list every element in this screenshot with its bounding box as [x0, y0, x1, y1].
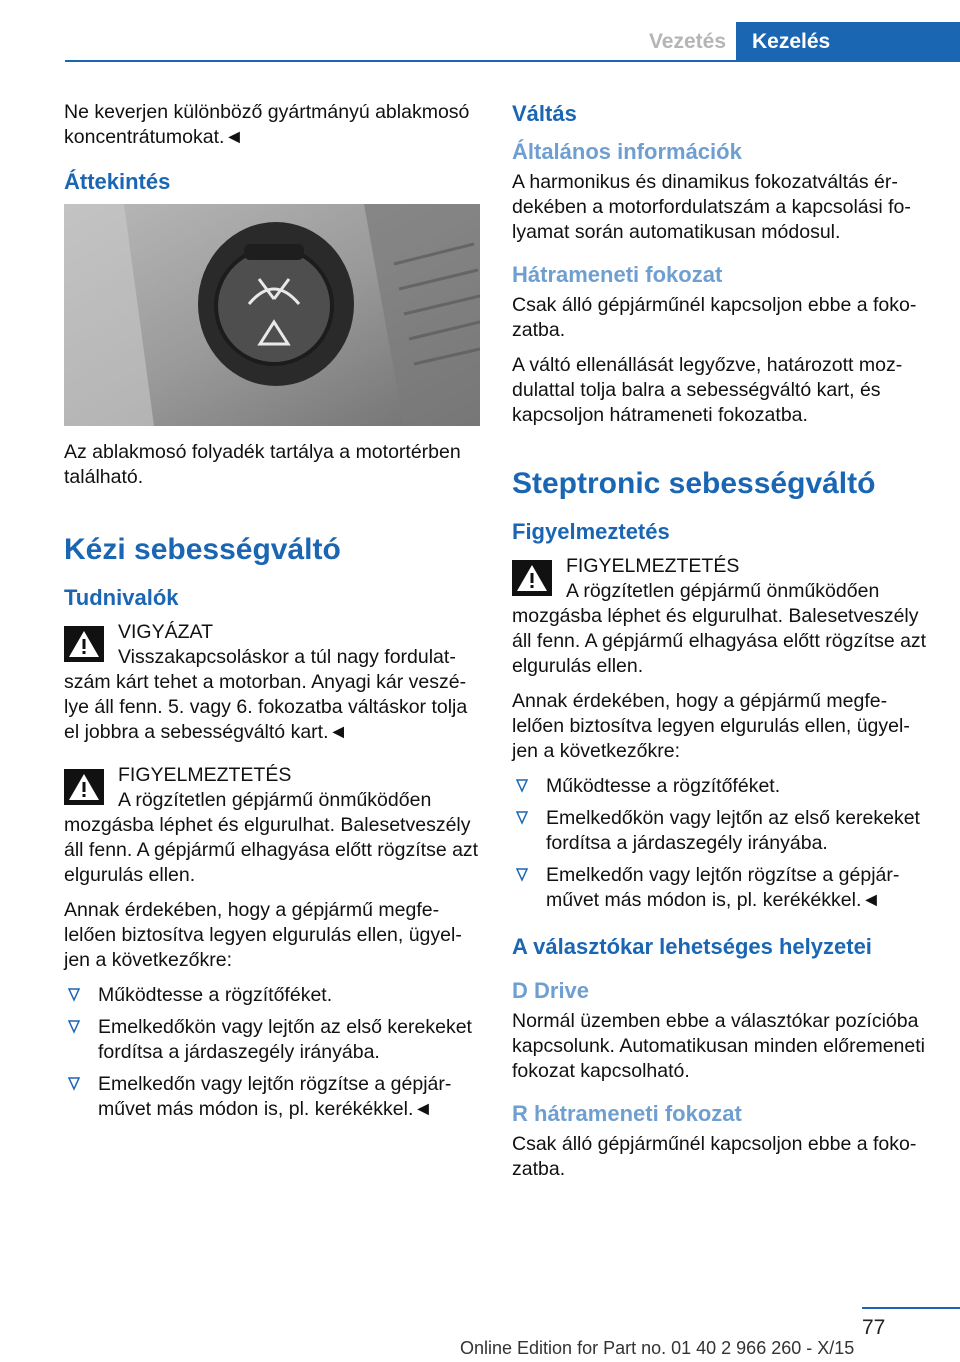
bullet-triangle-icon	[68, 1077, 80, 1091]
precaution-list	[64, 983, 480, 1122]
warning-steptronic-title: FIGYELMEZTETÉS	[566, 555, 740, 577]
steptronic-title: Steptronic sebességváltó	[512, 467, 876, 500]
reverse-heading: Hátrameneti fokozat	[512, 262, 723, 287]
drive-text: Normál üzemben ebbe a választókar pozícióba kapcsolunk. Automatikusan minden előremeneti fokozat kapcsolható.	[512, 1010, 925, 1082]
list-item: Emelkedőn vagy lejtőn rögzítse a gépjárművet más módon is, pl. kerékékkel.◄	[64, 1072, 480, 1122]
switching-heading: Váltás	[512, 101, 577, 126]
bullet-triangle-icon	[516, 868, 528, 882]
warning-steptronic	[512, 554, 928, 679]
warning-triangle-icon	[512, 560, 552, 596]
prevent-text: Annak érdekében, hogy a gépjármű megfelelően biztosítva legyen elgurulás ellen, ügyeljen a következőkre:	[64, 899, 462, 971]
bullet-triangle-icon	[516, 811, 528, 825]
bullet-triangle-icon	[68, 1020, 80, 1034]
general-text: A harmonikus és dinamikus fokozatváltás érdekében a motorfordulatszám a kapcsolási folyamat során automatikusan módosul.	[512, 171, 911, 243]
warning-rollaway	[64, 763, 480, 888]
washer-reservoir-photo	[64, 204, 480, 426]
precaution-list	[512, 774, 928, 913]
warning-triangle-icon	[64, 769, 104, 805]
r-text: Csak álló gépjárműnél kapcsoljon ebbe a fokozatba.	[512, 1133, 917, 1180]
r-heading: R hátrameneti fokozat	[512, 1101, 742, 1126]
reverse-text-1: Csak álló gépjárműnél kapcsoljon ebbe a fokozatba.	[512, 294, 917, 341]
warning-rollaway-text: A rögzítetlen gépjármű önműködően mozgásba léphet és elgurulhat. Balesetveszély áll fenn. A gépjármű elhagyása előtt rögzítse azt elgurulás ellen.	[64, 789, 479, 886]
warning-caution-title: VIGYÁZAT	[118, 621, 213, 643]
edition-text: Online Edition for Part no. 01 40 2 966 260 - X/15	[460, 1338, 855, 1358]
list-item: Emelkedőkön vagy lejtőn az első kerekeket fordítsa a járdaszegély irányába.	[512, 806, 928, 856]
warning-caution	[64, 620, 480, 745]
left-column	[64, 100, 480, 1134]
prevent-text: Annak érdekében, hogy a gépjármű megfelelően biztosítva legyen elgurulás ellen, ügyeljen a következőkre:	[512, 690, 910, 762]
warning-triangle-icon	[64, 626, 104, 662]
warning-steptronic-text: A rögzítetlen gépjármű önműködően mozgásba léphet és elgurulhat. Balesetveszély áll fenn. A gépjármű elhagyása előtt rögzítse azt elgurulás ellen.	[512, 580, 927, 677]
manual-gearbox-title: Kézi sebességváltó	[64, 533, 341, 566]
positions-heading: A választókar lehetséges helyzetei	[512, 934, 872, 959]
bullet-triangle-icon	[68, 988, 80, 1002]
tab-vezetes[interactable]: Vezetés	[648, 30, 726, 53]
photo-caption: Az ablakmosó folyadék tartálya a motortérben található.	[64, 441, 461, 488]
right-column	[512, 100, 928, 1192]
warning-heading: Figyelmeztetés	[512, 519, 670, 544]
list-item: Működtesse a rögzítőféket.	[64, 983, 480, 1008]
page-number: 77	[862, 1316, 886, 1339]
bullet-triangle-icon	[516, 779, 528, 793]
list-item: Emelkedőn vagy lejtőn rögzítse a gépjárművet más módon is, pl. kerékékkel.◄	[512, 863, 928, 913]
intro-text: Ne keverjen különböző gyártmányú ablakmosó koncentrátumokat.◄	[64, 101, 470, 148]
warning-caution-text: Visszakapcsoláskor a túl nagy fordulatszám kárt tehet a motorban. Anyagi kár veszélye áll fenn. 5. vagy 6. fokozatba váltáskor tolja el jobbra a sebességváltó kart.◄	[64, 646, 468, 743]
warning-rollaway-title: FIGYELMEZTETÉS	[118, 764, 292, 786]
header-rule	[65, 60, 960, 62]
footer-rule	[862, 1307, 960, 1309]
notes-heading: Tudnivalók	[64, 585, 179, 610]
drive-heading: D Drive	[512, 978, 590, 1003]
reverse-text-2: A váltó ellenállását legyőzve, határozott mozdulattal tolja balra a sebességváltó kart, és kapcsoljon hátrameneti fokozatba.	[512, 354, 903, 426]
list-item: Emelkedőkön vagy lejtőn az első kerekeket fordítsa a járdaszegély irányába.	[64, 1015, 480, 1065]
general-heading: Általános információk	[512, 139, 742, 164]
list-item: Működtesse a rögzítőféket.	[512, 774, 928, 799]
tab-kezeles[interactable]: Kezelés	[736, 22, 960, 62]
overview-heading: Áttekintés	[64, 169, 171, 194]
